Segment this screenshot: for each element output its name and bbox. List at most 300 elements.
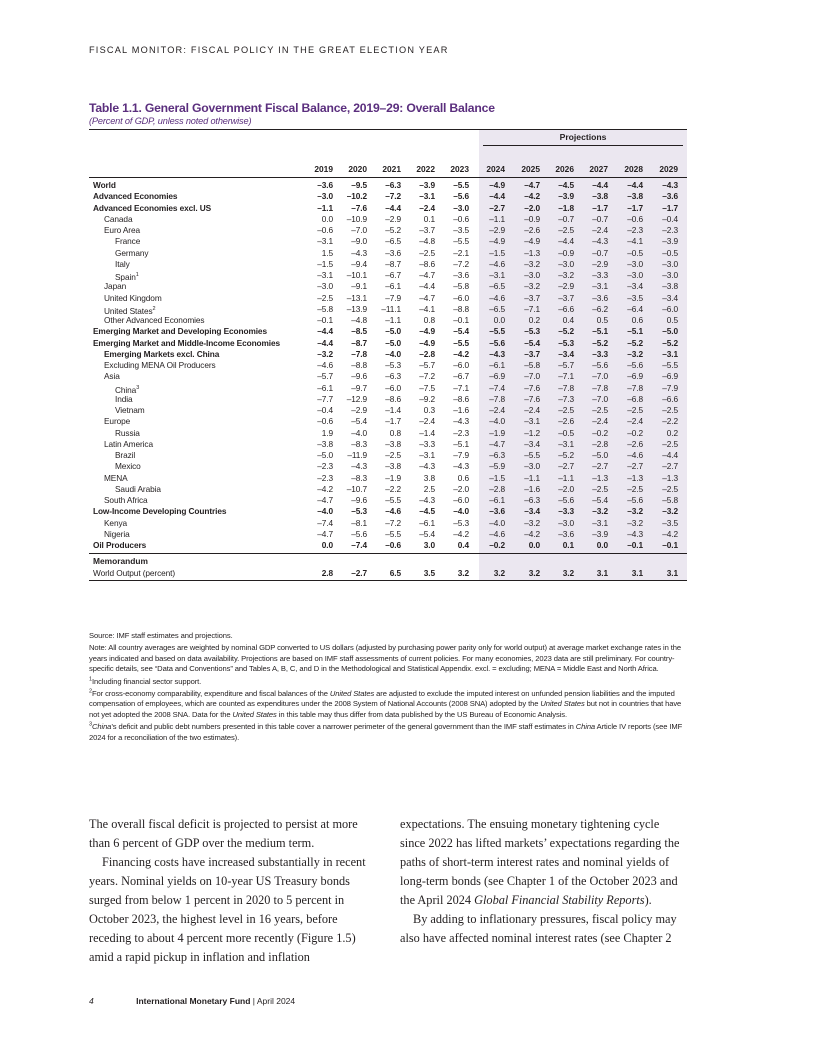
value-cell: –0.1 [453,315,469,325]
row-label: Other Advanced Economies [104,315,205,325]
value-cell: –1.1 [558,472,574,483]
value-cell: –4.1 [627,236,643,247]
value-cell: –3.8 [385,461,401,472]
value-cell: –0.6 [385,540,401,550]
value-cell: –5.2 [558,450,574,460]
value-cell: –3.0 [558,258,574,269]
row-label: World Output (percent) [93,568,176,579]
value-cell: –2.4 [524,405,540,415]
value-cell: –1.5 [317,258,333,269]
value-cell: –3.2 [524,258,540,269]
publication-date: April 2024 [256,996,296,1006]
footer-separator: | [250,996,257,1006]
value-cell: –3.6 [317,180,333,190]
value-cell: –8.7 [385,258,401,269]
value-cell: –2.5 [317,292,333,303]
value-cell: –3.1 [317,270,333,280]
value-cell: –5.2 [558,326,574,337]
value-cell: –3.7 [524,292,540,303]
value-cell: –4.8 [419,236,435,247]
value-cell: –4.9 [419,337,435,348]
value-cell: –4.6 [489,258,505,269]
value-cell: –5.6 [627,495,643,505]
value-cell: –6.3 [489,450,505,460]
row-label: Canada [104,213,133,224]
value-cell: –3.4 [627,281,643,292]
year-header-cell: 2023 [450,164,469,174]
year-header-cell: 2020 [348,164,367,174]
table-row [89,360,687,371]
value-cell: –2.6 [524,225,540,235]
value-cell: 3.8 [423,472,435,483]
row-label: Euro Area [104,225,140,235]
value-cell: –4.0 [351,427,367,438]
value-cell: –7.4 [351,540,367,550]
value-cell: –5.6 [592,360,608,370]
value-cell: –6.6 [662,393,678,404]
table-row [89,259,687,270]
value-cell: 0.0 [321,540,333,550]
value-cell: –7.2 [453,258,469,269]
value-cell: –3.1 [662,348,678,359]
row-label: Russia [115,427,140,438]
value-cell: –2.5 [662,405,678,415]
value-cell: –0.5 [662,247,678,258]
table-row [89,315,687,326]
value-cell: –0.5 [627,247,643,258]
row-label: Emerging Markets excl. China [104,348,220,359]
header-rule [89,177,687,178]
value-cell: 6.5 [389,568,401,579]
value-cell: –7.1 [524,303,540,314]
value-cell: –5.5 [453,236,469,247]
page-footer [89,996,295,1006]
table-row [89,180,687,191]
table-row [89,518,687,529]
row-label: Vietnam [115,405,145,415]
value-cell: –2.2 [662,416,678,427]
value-cell: –6.3 [385,180,401,190]
table-row [89,203,687,214]
value-cell: –4.9 [524,236,540,247]
source-note: Source: IMF staff estimates and projections. [89,631,233,640]
memo-rule [89,553,687,554]
value-cell: –6.1 [385,281,401,292]
value-cell: –6.2 [592,303,608,314]
value-cell: –2.5 [558,225,574,235]
table-row [89,568,687,579]
value-cell: –7.0 [351,225,367,235]
value-cell: –2.7 [627,461,643,472]
table-row [89,394,687,405]
value-cell: –4.1 [419,303,435,314]
value-cell: –6.1 [317,382,333,393]
value-cell: –8.6 [453,393,469,404]
value-cell: –6.0 [453,360,469,370]
value-cell: –4.5 [558,180,574,190]
value-cell: –3.1 [419,450,435,460]
value-cell: –6.1 [489,495,505,505]
value-cell: –6.8 [627,393,643,404]
value-cell: –1.4 [385,405,401,415]
value-cell: –13.1 [346,292,367,303]
value-cell: –3.7 [419,225,435,235]
value-cell: –4.9 [489,236,505,247]
value-cell: –6.0 [385,382,401,393]
body-paragraph: By adding to inflationary pressures, fiscal policy may also have affected nominal interest rates (see Chapter 2 [400,912,677,945]
value-cell: –5.2 [385,225,401,235]
row-label: Japan [104,281,127,292]
value-cell: –3.1 [524,416,540,427]
value-cell: –2.4 [419,416,435,427]
value-cell: –1.7 [627,202,643,213]
value-cell: 0.3 [423,405,435,415]
value-cell: –8.3 [351,438,367,449]
row-label: Germany [115,247,149,258]
row-label: Italy [115,258,130,269]
value-cell: –4.6 [317,360,333,370]
value-cell: –2.4 [627,416,643,427]
row-label: Excluding MENA Oil Producers [104,360,216,370]
value-cell: –1.6 [524,483,540,494]
year-header-cell: 2027 [589,164,608,174]
value-cell: –4.2 [453,348,469,359]
value-cell: –2.7 [351,568,367,579]
table-row [89,293,687,304]
value-cell: –0.1 [317,315,333,325]
value-cell: –8.1 [351,517,367,528]
value-cell: –0.5 [558,427,574,438]
value-cell: –7.8 [558,382,574,393]
value-cell: –7.8 [592,382,608,393]
row-label: MENA [104,472,128,483]
value-cell: –3.6 [453,270,469,280]
value-cell: –3.0 [317,191,333,202]
value-cell: –7.9 [385,292,401,303]
value-cell: –2.5 [662,483,678,494]
value-cell: –5.5 [385,495,401,505]
table-notes [89,631,687,745]
row-label: Brazil [115,450,136,460]
value-cell: –0.2 [627,427,643,438]
value-cell: –2.5 [419,247,435,258]
value-cell: –4.0 [317,506,333,517]
year-header-cell: 2024 [486,164,505,174]
value-cell: –7.1 [558,371,574,382]
value-cell: 1.9 [321,427,333,438]
value-cell: –2.0 [524,202,540,213]
value-cell: –3.3 [419,438,435,449]
value-cell: –7.0 [524,371,540,382]
value-cell: –4.2 [317,483,333,494]
value-cell: –3.5 [453,225,469,235]
value-cell: –1.3 [627,472,643,483]
value-cell: –0.9 [524,213,540,224]
value-cell: –6.0 [453,495,469,505]
value-cell: –3.0 [524,461,540,472]
value-cell: –5.3 [524,326,540,337]
value-cell: –2.3 [317,461,333,472]
value-cell: –9.7 [351,382,367,393]
value-cell: –7.2 [385,191,401,202]
value-cell: –4.7 [419,292,435,303]
value-cell: –4.0 [385,348,401,359]
row-label: United Kingdom [104,292,162,303]
year-header-cell: 2019 [314,164,333,174]
table-row [89,405,687,416]
value-cell: –8.8 [351,360,367,370]
value-cell: –3.9 [419,180,435,190]
value-cell: –2.0 [453,483,469,494]
table-row [89,304,687,315]
value-cell: 3.1 [596,568,608,579]
table-row [89,540,687,551]
value-cell: –7.2 [419,371,435,382]
value-cell: –5.7 [419,360,435,370]
value-cell: –5.6 [351,528,367,539]
value-cell: –5.8 [524,360,540,370]
value-cell: –4.7 [317,495,333,505]
value-cell: –4.9 [419,326,435,337]
row-label: France [115,236,141,247]
value-cell: –3.3 [592,348,608,359]
value-cell: –5.4 [592,495,608,505]
value-cell: –2.8 [419,348,435,359]
value-cell: –5.1 [592,326,608,337]
value-cell: –3.0 [317,281,333,292]
value-cell: –2.4 [489,405,505,415]
value-cell: –2.3 [453,427,469,438]
value-cell: –4.4 [558,236,574,247]
value-cell: –3.1 [558,438,574,449]
value-cell: –3.9 [592,528,608,539]
value-cell: –5.0 [385,337,401,348]
value-cell: –2.8 [592,438,608,449]
value-cell: –6.1 [419,517,435,528]
value-cell: –0.7 [592,213,608,224]
value-cell: –3.4 [662,292,678,303]
value-cell: –2.3 [627,225,643,235]
value-cell: –7.6 [524,382,540,393]
value-cell: –5.4 [453,326,469,337]
value-cell: –2.5 [662,438,678,449]
value-cell: –1.9 [385,472,401,483]
running-head: FISCAL MONITOR: FISCAL POLICY IN THE GREAT ELECTION YEAR [89,45,449,55]
value-cell: –6.6 [558,303,574,314]
value-cell: 3.1 [631,568,643,579]
value-cell: –7.7 [317,393,333,404]
value-cell: –2.3 [662,225,678,235]
value-cell: –2.9 [385,213,401,224]
value-cell: –6.7 [453,371,469,382]
year-header-row [89,163,687,176]
row-label: Latin America [104,438,153,449]
value-cell: –1.2 [524,427,540,438]
value-cell: –4.6 [627,450,643,460]
row-label: Kenya [104,517,128,528]
value-cell: –2.9 [592,258,608,269]
value-cell: –3.0 [662,258,678,269]
value-cell: –6.3 [524,495,540,505]
value-cell: –10.1 [346,270,367,280]
value-cell: –0.9 [558,247,574,258]
value-cell: –4.4 [317,337,333,348]
value-cell: 0.0 [528,540,540,550]
table-row [89,461,687,472]
value-cell: 0.2 [666,427,678,438]
value-cell: –4.2 [524,191,540,202]
value-cell: –1.7 [662,202,678,213]
value-cell: –3.2 [627,517,643,528]
value-cell: –5.6 [453,191,469,202]
value-cell: –6.1 [489,360,505,370]
value-cell: –7.1 [453,382,469,393]
value-cell: –2.2 [385,483,401,494]
value-cell: –7.8 [351,348,367,359]
value-cell: –9.6 [351,371,367,382]
value-cell: –1.7 [592,202,608,213]
value-cell: –3.9 [558,191,574,202]
value-cell: 1.5 [321,247,333,258]
value-cell: –6.5 [489,303,505,314]
value-cell: –4.5 [419,506,435,517]
value-cell: –1.7 [385,416,401,427]
value-cell: –3.2 [627,348,643,359]
value-cell: –3.4 [558,348,574,359]
value-cell: –7.8 [627,382,643,393]
row-label: Oil Producers [93,540,147,550]
value-cell: –4.2 [453,528,469,539]
value-cell: –0.1 [627,540,643,550]
value-cell: –3.1 [592,281,608,292]
table-row [89,428,687,439]
row-label: Emerging Market and Developing Economies [93,326,267,337]
value-cell: 3.5 [423,568,435,579]
value-cell: –7.9 [453,450,469,460]
year-header-cell: 2028 [624,164,643,174]
value-cell: –0.4 [317,405,333,415]
value-cell: 3.0 [423,540,435,550]
value-cell: –2.5 [592,405,608,415]
value-cell: –5.3 [385,360,401,370]
value-cell: –0.7 [558,213,574,224]
value-cell: –0.7 [592,247,608,258]
value-cell: –0.6 [317,416,333,427]
value-cell: –10.9 [346,213,367,224]
value-cell: –3.6 [592,292,608,303]
value-cell: –2.7 [558,461,574,472]
value-cell: 0.8 [423,315,435,325]
value-cell: –1.3 [662,472,678,483]
value-cell: –5.0 [662,326,678,337]
value-cell: –1.1 [385,315,401,325]
value-cell: –5.4 [524,337,540,348]
value-cell: –5.6 [489,337,505,348]
projections-label: Projections [559,132,607,142]
value-cell: 0.5 [666,315,678,325]
table-row [89,450,687,461]
value-cell: –4.3 [419,461,435,472]
value-cell: –2.1 [453,247,469,258]
value-cell: –2.4 [592,416,608,427]
value-cell: –5.3 [453,517,469,528]
value-cell: –5.6 [627,360,643,370]
value-cell: –7.6 [524,393,540,404]
value-cell: –3.8 [592,191,608,202]
value-cell: –2.4 [419,202,435,213]
value-cell: –10.2 [346,191,367,202]
value-cell: –2.5 [385,450,401,460]
memorandum-label: Memorandum [93,556,148,567]
value-cell: –5.7 [317,371,333,382]
value-cell: –3.0 [558,517,574,528]
value-cell: –3.2 [627,506,643,517]
year-header-cell: 2029 [659,164,678,174]
value-cell: –5.2 [627,337,643,348]
value-cell: –5.5 [524,450,540,460]
value-cell: –7.0 [592,371,608,382]
value-cell: –5.3 [558,337,574,348]
value-cell: –3.8 [385,438,401,449]
body-paragraph: The overall fiscal deficit is projected to persist at more than 6 percent of GDP over the medium term. [89,817,358,850]
value-cell: –3.0 [662,270,678,280]
table-row [89,439,687,450]
table-row [89,338,687,349]
value-cell: –3.2 [662,506,678,517]
value-cell: –6.5 [489,281,505,292]
row-label: Low-Income Developing Countries [93,506,227,517]
value-cell: –6.9 [662,371,678,382]
value-cell: –4.3 [351,461,367,472]
value-cell: –0.2 [489,540,505,550]
table-bottom-rule [89,580,687,581]
value-cell: –6.0 [662,303,678,314]
value-cell: –4.3 [592,236,608,247]
value-cell: –0.1 [662,540,678,550]
table-block [89,101,687,581]
value-cell: –3.1 [592,517,608,528]
value-cell: –2.5 [627,405,643,415]
value-cell: –7.0 [592,393,608,404]
value-cell: –7.9 [662,382,678,393]
value-cell: –11.9 [347,450,367,460]
table-row [89,529,687,540]
table-row [89,383,687,394]
year-header-cell: 2021 [382,164,401,174]
value-cell: 2.5 [423,483,435,494]
value-cell: 0.2 [528,315,540,325]
value-cell: –3.4 [524,438,540,449]
value-cell: –5.2 [592,337,608,348]
value-cell: –5.3 [351,506,367,517]
value-cell: –8.3 [351,472,367,483]
table-row [89,484,687,495]
table-row [89,191,687,202]
body-paragraph: Financing costs have increased substantially in recent years. Nominal yields on 10-year US Treasury bonds surged from below 1 percent in 2020 to 5 percent in October 2023, the highest level in 16 years, before receding to about 4 percent more recently (Figure 1.5) amid a rapid pickup in inflation and inflation [89,855,366,964]
body-paragraph: expectations. The ensuing monetary tightening cycle since 2022 has lifted markets’ expectations regarding the paths of short-term interest rates and nominal yields of long-term bonds (see Chapter 1 of the October 2023 and the April 2024 Global Financial Stability Reports). [400,817,680,907]
value-cell: –3.0 [627,270,643,280]
value-cell: –1.1 [317,202,333,213]
value-cell: –3.0 [627,258,643,269]
value-cell: –1.4 [419,427,435,438]
value-cell: 0.6 [457,472,469,483]
value-cell: –3.2 [524,281,540,292]
value-cell: –3.5 [627,292,643,303]
value-cell: –11.1 [381,303,401,314]
value-cell: –5.4 [419,528,435,539]
value-cell: –6.0 [453,292,469,303]
value-cell: –3.1 [489,270,505,280]
